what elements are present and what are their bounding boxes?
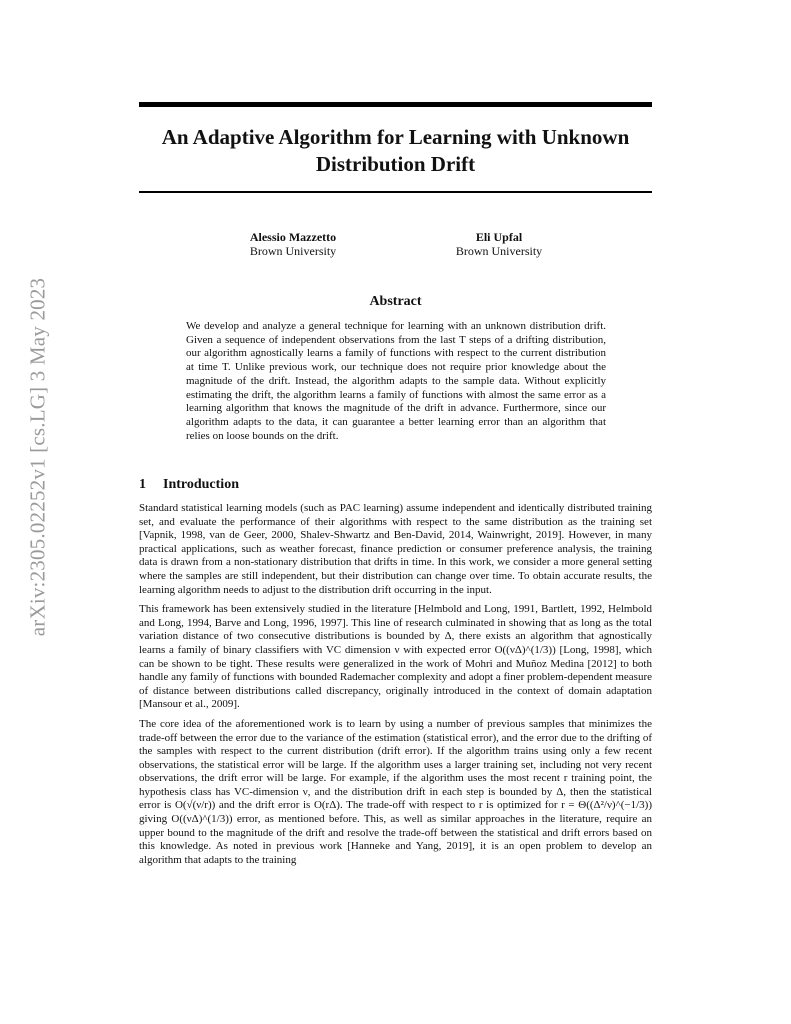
author-name: Eli Upfal [475,230,523,244]
author-affiliation: Brown University [455,244,543,258]
arxiv-side-stamp [24,247,52,667]
title-top-rule [139,102,652,107]
abstract-heading: Abstract [369,294,422,309]
author-affiliation: Brown University [249,244,337,258]
section-heading [139,477,239,493]
author-block [193,230,393,258]
body-paragraph: This framework has been extensively studied in the literature [Helmbold and Long, 1991, Bartlett, 1992, Helmbold and Long, 1994, Barve and Long, 1996, 1997]. This line of research culminated in showing that as long as the total variation distance of two consecutive distributions is bounded by Δ, there exists an algorithm that agnostically learns a family of binary classifiers with VC dimension ν with expected error O((νΔ)^(1/3)) [Long, 1998], which can be shown to be tight. These results were generalized in the work of Mohri and Muñoz Medina [2012] to both handle any family of functions with bounded Rademacher complexity and adopt a finer problem-dependent measure of distance between distributions called discrepancy, originally introduced in the context of domain adaptation [Mansour et al., 2009]. [139,603,652,711]
body-paragraph: The core idea of the aforementioned work is to learn by using a number of previous samples that minimizes the trade-off between the error due to the variance of the estimation (statistical error), and the error due to the drifting of the samples with respect to the current distribution (drift error). If the algorithm trains using only a few recent observations, the statistical error will be large. If the algorithm uses a larger training set, including not very recent observations, the drift error will be large. For example, if the algorithm uses the most recent r training point, the hypothesis class has VC-dimension ν, and the distribution drift in each step is bounded by Δ, then the statistical error is O(√(ν/r)) and the drift error is O(rΔ). The trade-off with respect to r is optimized for r = Θ((Δ²/ν)^(−1/3)) giving O((νΔ)^(1/3)) error, as mentioned before. This, as well as similar approaches in the literature, require an upper bound to the magnitude of the drift and resolve the trade-off between the statistical and drift errors based on this knowledge. As noted in previous work [Hanneke and Yang, 2019], it is an open problem to develop an algorithm that adapts to the training [139,717,652,866]
section-number: 1 [139,477,146,492]
title-bottom-rule [139,191,652,193]
section-body [139,502,652,873]
author-block [399,230,599,258]
author-name: Alessio Mazzetto [249,230,337,244]
body-paragraph: Standard statistical learning models (such as PAC learning) assume independent and identically distributed training set, and evaluate the performance of their algorithms with respect to the same distribution as the training set [Vapnik, 1998, van de Geer, 2000, Shalev-Shwartz and Ben-David, 2014, Wainwright, 2019]. However, in many practical applications, such as weather forecast, finance prediction or consumer preference analysis, the training data is drawn from a non-stationary distribution that drifts in time. In this work, we consider a more general setting where the samples are still independent, but their distribution can change over time. To obtain accurate results, the learning algorithm needs to adjust to the distribution drift occurring in the input. [139,502,652,596]
arxiv-id-text: arXiv:2305.02252v1 [cs.LG] 3 May 2023 [25,277,50,637]
paper-title: An Adaptive Algorithm for Learning with Unknown Distribution Drift [161,125,630,176]
abstract-text: We develop and analyze a general technique for learning with an unknown distribution drift. Given a sequence of independent observations from the last T steps of a drifting distribution, our algorithm agnostically learns a family of functions with respect to the current distribution at time T. Unlike previous work, our technique does not require prior knowledge about the magnitude of the drift. Instead, the algorithm adapts to the sample data. Without explicitly estimating the drift, the algorithm learns a family of functions with almost the same error as a learning algorithm that knows the magnitude of the drift in advance. Furthermore, since our algorithm adapts to the data, it can guarantee a better learning error than an algorithm that relies on loose bounds on the drift. [186,320,606,442]
section-title: Introduction [163,477,239,492]
